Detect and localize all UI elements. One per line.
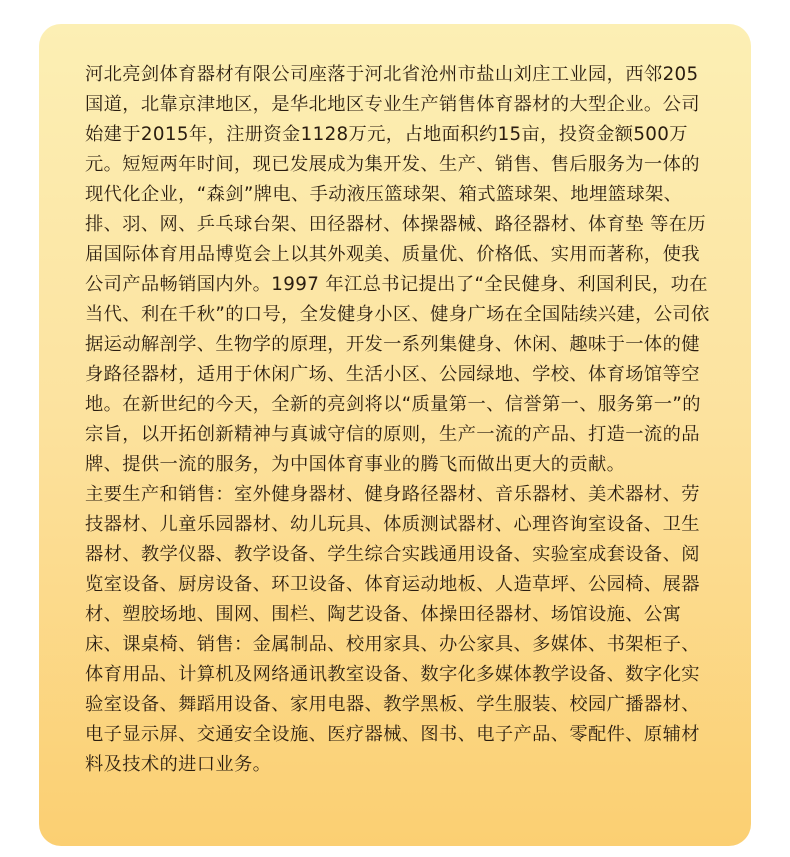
company-intro-text — [85, 60, 711, 780]
product-range-paragraph: 主要生产和销售：室外健身器材、健身路径器材、音乐器材、美术器材、劳技器材、儿童乐园器材、幼儿玩具、体质测试器材、心理咨询室设备、卫生器材、教学仪器、教学设备、学生综合实践通用设备、实验室成套设备、阅览室设备、厨房设备、环卫设备、体育运动地板、人造草坪、公园椅、展器材、塑胶场地、围网、围栏、陶艺设备、体操田径器材、场馆设施、公寓床、课桌椅、销售：金属制品、校用家具、办公家具、多媒体、书架柜子、体育用品、计算机及网络通讯教室设备、数字化多媒体教学设备、数字化实验室设备、舞蹈用设备、家用电器、教学黑板、学生服装、校园广播器材、电子显示屏、交通安全设施、医疗器械、图书、电子产品、零配件、原辅材料及技术的进口业务。 — [85, 484, 700, 775]
company-intro-card — [39, 24, 751, 846]
company-description-paragraph: 河北亮剑体育器材有限公司座落于河北省沧州市盐山刘庄工业园，西邻205国道，北靠京津地区，是华北地区专业生产销售体育器材的大型企业。公司始建于2015年，注册资金1128万元，占地面积约15亩，投资金额500万元。短短两年时间，现已发展成为集开发、生产、销售、售后服务为一体的现代化企业，“森剑”牌电、手动液压篮球架、箱式篮球架、地埋篮球架、排、羽、网、乒乓球台架、田径器材、体操器械、路径器材、体育垫 等在历届国际体育用品博览会上以其外观美、质量优、价格低、实用而著称，使我公司产品畅销国内外。1997 年江总书记提出了“全民健身、利国利民，功在当代、利在千秋”的口号，全发健身小区、健身广场在全国陆续兴建，公司依据运动解剖学、生物学的原理，开发一系列集健身、休闲、趣味于一体的健身路径器材，适用于休闲广场、生活小区、公园绿地、学校、体育场馆等空地。在新世纪的今天，全新的亮剑将以“质量第一、信誉第一、服务第一”的宗旨，以开拓创新精神与真诚守信的原则，生产一流的产品、打造一流的品牌、提供一流的服务，为中国体育事业的腾飞而做出更大的贡献。 — [85, 64, 710, 475]
